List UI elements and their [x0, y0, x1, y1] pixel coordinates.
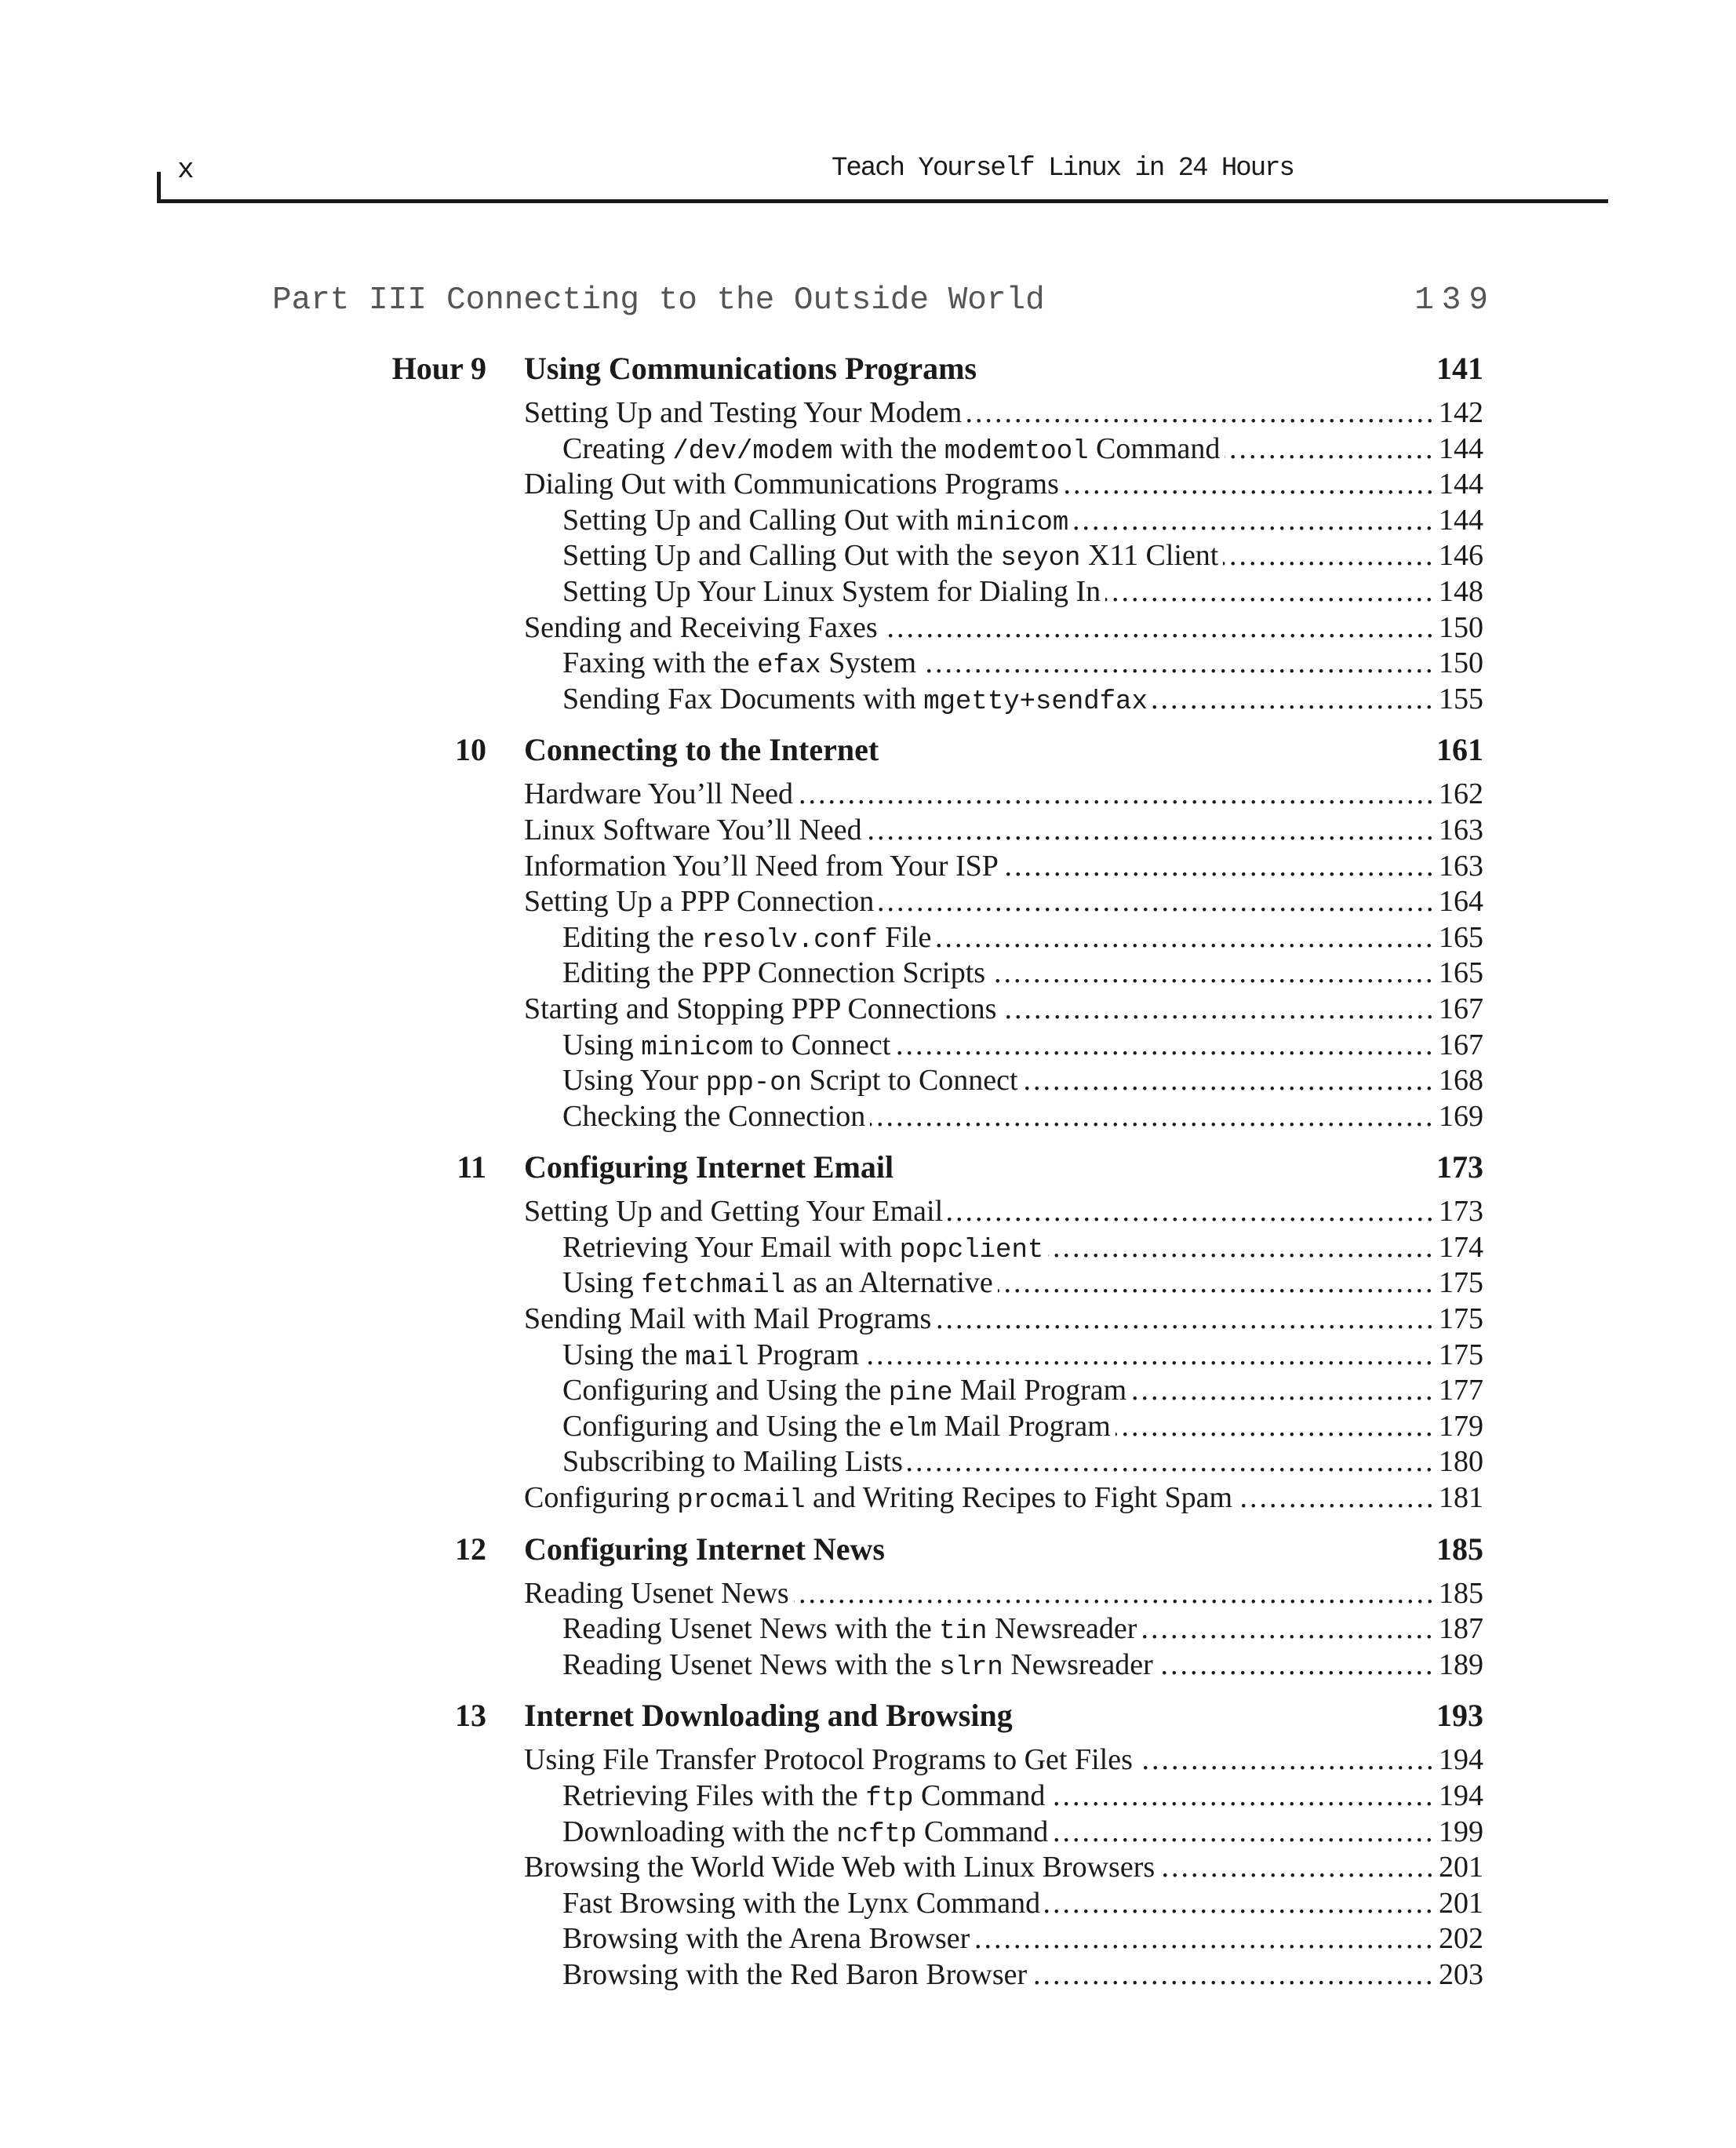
- toc-entry-title: Creating /dev/modem with the modemtool Command: [562, 432, 1225, 465]
- part-title: Connecting to the Outside World: [446, 282, 1045, 319]
- header-rule-tick: [157, 172, 161, 203]
- toc-entry-title: Using File Transfer Protocol Programs to Get Files: [524, 1743, 1137, 1776]
- hour-number: 13: [455, 1698, 486, 1734]
- toc-entry-title: Hardware You’ll Need: [524, 777, 798, 810]
- toc-entry-title: Sending Mail with Mail Programs: [524, 1302, 936, 1335]
- toc-entry-title: Configuring and Using the pine Mail Program: [562, 1374, 1131, 1407]
- toc-entry-page: 199: [1434, 1815, 1483, 1851]
- hour-heading: [0, 728, 1736, 777]
- hour-heading: [0, 347, 1736, 395]
- toc-entry: [562, 920, 1483, 956]
- toc-entry: [562, 431, 1483, 468]
- toc-entry-page: 187: [1434, 1611, 1483, 1647]
- toc-entry-page: 144: [1434, 467, 1483, 503]
- toc-entry: [524, 467, 1483, 503]
- toc-entry-title: Browsing the World Wide Web with Linux Browsers: [524, 1851, 1159, 1884]
- toc-entry-title: Setting Up and Calling Out with minicom: [562, 504, 1073, 537]
- toc-entry-page: 174: [1434, 1230, 1483, 1266]
- toc-entry: [562, 1444, 1483, 1480]
- toc-entry-title: Browsing with the Arena Browser: [562, 1922, 974, 1955]
- hour-page: 141: [1436, 351, 1483, 386]
- toc-entry: [562, 1409, 1483, 1445]
- hour-section: [0, 728, 1736, 1134]
- running-header: [157, 151, 1608, 203]
- toc-entry: [562, 1921, 1483, 1957]
- toc-entry-title: Checking the Connection: [562, 1100, 870, 1133]
- book-title: Teach Yourself Linux in 24 Hours: [832, 154, 1294, 184]
- toc-entry-page: 142: [1434, 395, 1483, 431]
- toc-entry-page: 146: [1434, 538, 1483, 574]
- hour-page: 193: [1436, 1698, 1483, 1734]
- toc-entry: [524, 849, 1483, 885]
- toc-entry-page: 150: [1434, 610, 1483, 646]
- toc-entry: [562, 682, 1483, 718]
- toc-entry-page: 169: [1434, 1099, 1483, 1135]
- toc-entry-title: Retrieving Your Email with popclient: [562, 1231, 1048, 1264]
- toc-entry-title: Reading Usenet News with the tin Newsreader: [562, 1612, 1141, 1645]
- toc-entry-title: Using Your ppp-on Script to Connect: [562, 1064, 1023, 1097]
- page-number: x: [177, 154, 195, 186]
- toc-entry: [562, 1611, 1483, 1647]
- toc-entry-page: 165: [1434, 920, 1483, 956]
- toc-entry-title: Faxing with the efax System: [562, 646, 921, 679]
- toc-entry: [562, 1099, 1483, 1135]
- toc-entry-page: 163: [1434, 813, 1483, 849]
- toc-entry: [562, 1647, 1483, 1684]
- hour-number: 11: [457, 1149, 486, 1185]
- toc-entry-page: 179: [1434, 1409, 1483, 1445]
- part-label: Part III: [272, 282, 427, 319]
- toc-entry: [562, 1373, 1483, 1409]
- toc-entry-title: Setting Up Your Linux System for Dialing In: [562, 575, 1105, 608]
- hour-section: [0, 1145, 1736, 1516]
- hour-heading: [0, 1527, 1736, 1576]
- toc-entry-page: 194: [1434, 1742, 1483, 1778]
- toc-entry-title: Dialing Out with Communications Programs: [524, 468, 1064, 501]
- toc-entry-page: 144: [1434, 431, 1483, 468]
- toc-entry-page: 177: [1434, 1373, 1483, 1409]
- hour-number: 12: [455, 1531, 486, 1567]
- hour-title: Connecting to the Internet: [524, 732, 879, 768]
- toc-entry-page: 168: [1434, 1063, 1483, 1099]
- toc-entry-title: Using fetchmail as an Alternative: [562, 1266, 998, 1299]
- toc-entry: [562, 646, 1483, 682]
- toc-entry-title: Using minicom to Connect: [562, 1028, 895, 1061]
- toc-entry-page: 201: [1434, 1886, 1483, 1922]
- toc-entry-page: 175: [1434, 1265, 1483, 1302]
- toc-entry: [562, 956, 1483, 992]
- toc-entry-title: Setting Up and Getting Your Email: [524, 1195, 948, 1228]
- hour-title: Configuring Internet News: [524, 1531, 885, 1567]
- toc-entry: [562, 1957, 1483, 1993]
- toc-entry-title: Reading Usenet News with the slrn Newsreader: [562, 1648, 1158, 1681]
- toc-entry-title: Editing the PPP Connection Scripts: [562, 956, 990, 989]
- toc-entry: [524, 1480, 1483, 1516]
- toc-entry-page: 163: [1434, 849, 1483, 885]
- toc-entry: [562, 538, 1483, 574]
- toc-entry: [524, 1194, 1483, 1230]
- hour-title: Using Communications Programs: [524, 351, 977, 386]
- toc-entry-page: 201: [1434, 1850, 1483, 1886]
- toc-entry-title: Editing the resolv.conf File: [562, 921, 936, 954]
- toc-entry: [562, 1265, 1483, 1302]
- toc-entry: [524, 1742, 1483, 1778]
- toc-entry-page: 148: [1434, 574, 1483, 610]
- hour-heading: [0, 1694, 1736, 1742]
- toc-entry: [524, 1302, 1483, 1338]
- toc-entry-page: 165: [1434, 956, 1483, 992]
- toc-entry-page: 173: [1434, 1194, 1483, 1230]
- toc-entry-title: Subscribing to Mailing Lists: [562, 1445, 908, 1478]
- toc-entry-page: 164: [1434, 884, 1483, 920]
- toc-entry-title: Starting and Stopping PPP Connections: [524, 992, 1001, 1025]
- toc-entry-page: 181: [1434, 1480, 1483, 1516]
- toc-entry: [562, 1063, 1483, 1099]
- toc-entry: [524, 610, 1483, 646]
- table-of-contents: [0, 347, 1736, 2004]
- toc-entry-page: 144: [1434, 503, 1483, 539]
- toc-entry-title: Browsing with the Red Baron Browser: [562, 1958, 1032, 1991]
- toc-entry: [562, 1778, 1483, 1815]
- toc-entry-title: Configuring and Using the elm Mail Program: [562, 1410, 1115, 1443]
- toc-entry-page: 175: [1434, 1302, 1483, 1338]
- toc-entry-title: Setting Up a PPP Connection: [524, 885, 879, 918]
- hour-heading: [0, 1145, 1736, 1194]
- hour-page: 173: [1436, 1149, 1483, 1185]
- toc-entry-title: Setting Up and Calling Out with the seyon X11 Client: [562, 539, 1223, 572]
- toc-entry-title: Setting Up and Testing Your Modem: [524, 396, 966, 429]
- toc-entry-title: Sending and Receiving Faxes: [524, 611, 883, 644]
- part-heading: [272, 282, 1496, 326]
- toc-entry-title: Fast Browsing with the Lynx Command: [562, 1887, 1045, 1920]
- hour-section: [0, 1694, 1736, 1993]
- hour-section: [0, 1527, 1736, 1684]
- toc-entry: [562, 503, 1483, 539]
- toc-entry: [562, 1886, 1483, 1922]
- toc-entry: [524, 992, 1483, 1028]
- part-page: 139: [1414, 282, 1496, 319]
- toc-entry-title: Using the mail Program: [562, 1338, 864, 1371]
- toc-entry-page: 189: [1434, 1647, 1483, 1684]
- toc-entry-title: Linux Software You’ll Need: [524, 814, 867, 846]
- toc-entry-title: Information You’ll Need from Your ISP: [524, 850, 1003, 883]
- toc-entry: [524, 1850, 1483, 1886]
- hour-number: Hour 9: [391, 351, 486, 386]
- toc-entry-title: Reading Usenet News: [524, 1577, 794, 1610]
- hour-title: Configuring Internet Email: [524, 1149, 894, 1185]
- toc-entry: [524, 813, 1483, 849]
- toc-entry-page: 162: [1434, 777, 1483, 813]
- toc-entry-page: 194: [1434, 1778, 1483, 1815]
- hour-number: 10: [455, 732, 486, 768]
- toc-entry-page: 185: [1434, 1576, 1483, 1612]
- toc-entry: [524, 1576, 1483, 1612]
- toc-entry: [562, 1028, 1483, 1064]
- hour-section: [0, 347, 1736, 717]
- toc-entry-page: 175: [1434, 1338, 1483, 1374]
- toc-entry-page: 150: [1434, 646, 1483, 682]
- toc-entry: [562, 574, 1483, 610]
- toc-entry-title: Downloading with the ncftp Command: [562, 1815, 1053, 1848]
- toc-entry: [524, 395, 1483, 431]
- toc-entry-page: 180: [1434, 1444, 1483, 1480]
- hour-page: 161: [1436, 732, 1483, 768]
- toc-entry-page: 167: [1434, 1028, 1483, 1064]
- toc-entry-title: Retrieving Files with the ftp Command: [562, 1779, 1050, 1812]
- toc-entry: [524, 777, 1483, 813]
- toc-entry-title: Configuring procmail and Writing Recipes to Fight Spam: [524, 1481, 1237, 1514]
- toc-entry: [562, 1338, 1483, 1374]
- toc-entry-page: 167: [1434, 992, 1483, 1028]
- toc-entry-page: 203: [1434, 1957, 1483, 1993]
- hour-title: Internet Downloading and Browsing: [524, 1698, 1013, 1734]
- toc-entry-page: 155: [1434, 682, 1483, 718]
- toc-entry: [524, 884, 1483, 920]
- toc-entry-page: 202: [1434, 1921, 1483, 1957]
- toc-entry: [562, 1815, 1483, 1851]
- toc-entry-title: Sending Fax Documents with mgetty+sendfax: [562, 683, 1152, 715]
- hour-page: 185: [1436, 1531, 1483, 1567]
- toc-entry: [562, 1230, 1483, 1266]
